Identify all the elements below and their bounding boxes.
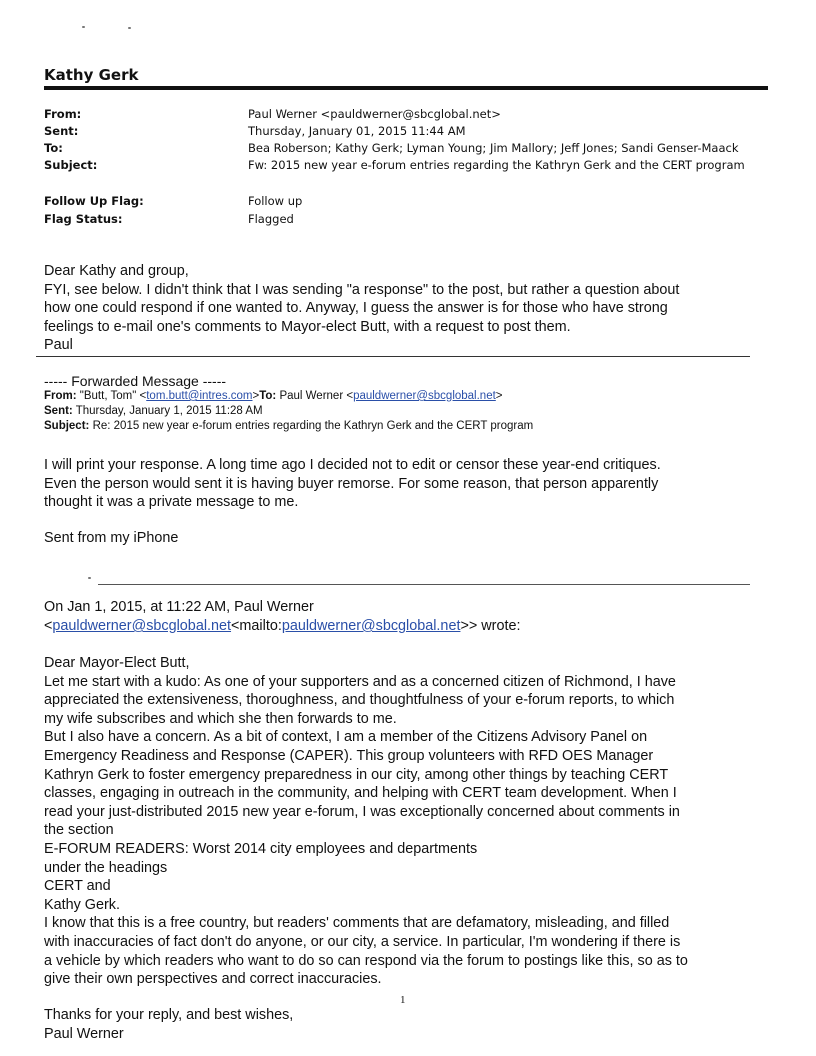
- forwarded-subject-line: [44, 420, 533, 432]
- forwarded-subject-value: Re: 2015 new year e-forum entries regarding the Kathryn Gerk and the CERT program: [89, 420, 534, 432]
- forwarded-from-name: "Butt, Tom" <: [76, 390, 147, 402]
- forwarded-to-email-link[interactable]: pauldwerner@sbcglobal.net: [353, 390, 496, 402]
- header-to-label: To:: [44, 141, 63, 155]
- forwarded-to-label: To:: [259, 390, 277, 402]
- separator-line-1: [36, 356, 750, 357]
- header-sent-value: Thursday, January 01, 2015 11:44 AM: [248, 124, 466, 138]
- header-to-row: [0, 141, 816, 158]
- mailbox-owner-name: Kathy Gerk: [44, 66, 139, 84]
- message-body-1: Dear Kathy and group, FYI, see below. I didn't think that I was sending "a response" to the post, but rather a question about how one could respond if one wanted to. Anyway, I guess the answer is for those who have strong feelings to e-mail one's comments to Mayor-elect Butt, with a request to post them. Paul: [44, 263, 680, 354]
- quoted-intro-open: <: [44, 618, 53, 634]
- quoted-intro-line-1: On Jan 1, 2015, at 11:22 AM, Paul Werner: [44, 599, 314, 615]
- header-from-label: From:: [44, 107, 82, 121]
- quoted-mailto-link[interactable]: pauldwerner@sbcglobal.net: [281, 618, 461, 634]
- forwarded-sent-label: Sent:: [44, 405, 73, 417]
- flag-status-value: Flagged: [248, 212, 294, 226]
- header-subject-row: [0, 158, 816, 175]
- separator-line-2: [98, 584, 750, 585]
- forwarded-sent-line: [44, 405, 263, 417]
- header-sent-row: [0, 124, 816, 141]
- forwarded-sent-value: Thursday, January 1, 2015 11:28 AM: [72, 405, 263, 417]
- forwarded-subject-label: Subject:: [44, 420, 90, 432]
- page-number: 1: [400, 994, 406, 1006]
- forwarded-body: I will print your response. A long time ago I decided not to edit or censor these year-end critiques. Even the person would sent it is having buyer remorse. For some reason, that person apparently thought it was a private message to me.: [44, 457, 661, 511]
- quoted-mailto-prefix: <mailto:: [231, 618, 282, 634]
- forwarded-signature: Sent from my iPhone: [44, 530, 179, 546]
- header-subject-label: Subject:: [44, 158, 98, 172]
- header-to-value: Bea Roberson; Kathy Gerk; Lyman Young; Jim Mallory; Jeff Jones; Sandi Genser-Maack: [248, 141, 739, 155]
- forwarded-from-label: From:: [44, 390, 77, 402]
- quoted-intro-tail: >> wrote:: [460, 618, 521, 634]
- quoted-email-link[interactable]: pauldwerner@sbcglobal.net: [52, 618, 232, 634]
- forwarded-to-name: Paul Werner <: [276, 390, 354, 402]
- forwarded-heading: ----- Forwarded Message -----: [44, 373, 227, 389]
- header-from-row: [0, 107, 816, 124]
- flag-status-label: Flag Status:: [44, 212, 123, 226]
- header-from-value: Paul Werner <pauldwerner@sbcglobal.net>: [248, 107, 501, 121]
- forwarded-to-close: >: [495, 390, 503, 402]
- header-subject-value: Fw: 2015 new year e-forum entries regarding the Kathryn Gerk and the CERT program: [248, 158, 745, 172]
- follow-up-flag-value: Follow up: [248, 194, 303, 208]
- forwarded-from-line: [44, 390, 503, 402]
- forwarded-from-close: >: [252, 390, 260, 402]
- follow-up-flag-label: Follow Up Flag:: [44, 194, 144, 208]
- quoted-message-body: Dear Mayor-Elect Butt, Let me start with a kudo: As one of your supporters and as a concerned citizen of Richmond, I have appreciated the extensiveness, thoroughness, and thoughtfulness of your e-forum reports, to which my wife subscribes and which she then forwards to me. But I also have a concern. As a bit of context, I am a member of the Citizens Advisory Panel on Emergency Readiness and Response (CAPER). This group volunteers with RFD OES Manager Kathryn Gerk to foster emergency preparedness in our city, among other things by teaching CERT classes, engaging in outreach in the community, and helping with CERT team development. When I read your just-distributed 2015 new year e-forum, I was exceptionally concerned about comments in the section E-FORUM READERS: Worst 2014 city employees and departments under the headings CERT and Kathy Gerk. I know that this is a free country, but readers' comments that are defamatory, misleading, and filled with inaccuracies of fact don't do anyone, or our city, a service. In particular, I'm wondering if there is a vehicle by which readers who want to do so can respond via the forum to postings like this, so as to give their own perspectives and correct inaccuracies.: [44, 655, 688, 988]
- forwarded-from-email-link[interactable]: tom.butt@intres.com: [146, 390, 253, 402]
- header-sent-label: Sent:: [44, 124, 79, 138]
- header-flag-status-row: [0, 212, 816, 229]
- quoted-closing: Thanks for your reply, and best wishes, Paul Werner: [44, 1007, 294, 1042]
- quoted-intro-line-2: [44, 617, 774, 636]
- header-divider: [44, 86, 768, 90]
- header-follow-up-flag-row: [0, 194, 816, 211]
